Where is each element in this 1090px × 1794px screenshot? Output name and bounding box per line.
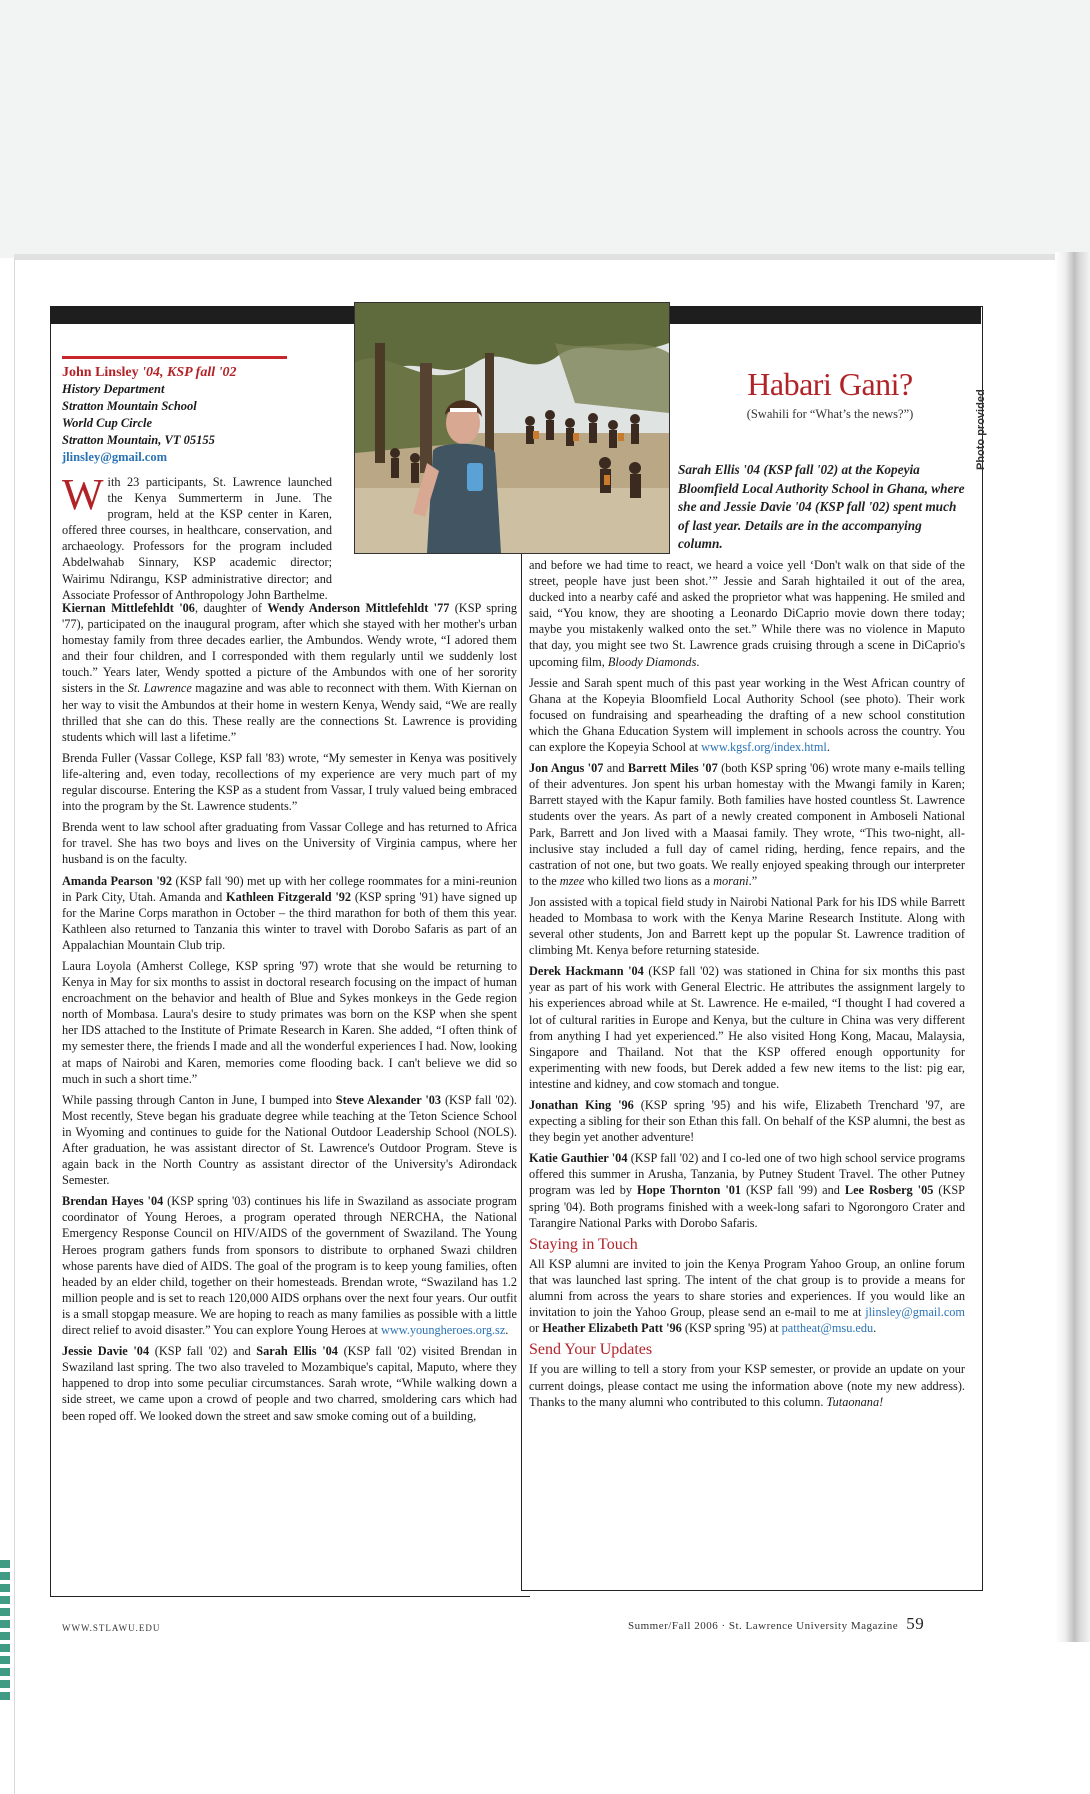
- text: .: [826, 740, 830, 755]
- intro-text: ith 23 participants, St. Lawrence launched the Kenya Summerterm in June. The program, held at the KSP center in Karen, offered three courses, in healthcare, conservation, and archaeology. Professors for the program included Abdelwahab Sinnary, KSP academic director; Wairimu Ndirangu, KSP administrative director; and Associate Professor of Anthropology John Barthelme.: [62, 475, 332, 602]
- text: .: [505, 1323, 509, 1338]
- contact-school: Stratton Mountain School: [62, 399, 197, 413]
- page-binding-edge: [1055, 252, 1090, 1642]
- name-sarah: Sarah Ellis '04: [256, 1344, 338, 1359]
- story-kiernan: [62, 600, 517, 745]
- contact-block: [62, 364, 322, 466]
- text: All KSP alumni are invited to join the Kenya Program Yahoo Group, an online forum that was launched last spring. The intent of the chat group is to provide a means for alumni from across the years to share stories and experiences. If you would like an invitation to join the Yahoo Group, please send an e-mail to me at: [529, 1256, 965, 1320]
- intro-block: [62, 470, 332, 603]
- text: (KSP spring '95) at: [681, 1321, 782, 1336]
- story-brenda-2: Brenda went to law school after graduating from Vassar College and has returned to Africa for travel. She has two boys and lives on the University of Virginia campus, where her husband is on the faculty.: [62, 820, 517, 867]
- name-barrett: Barrett Miles '07: [627, 761, 718, 776]
- story-amanda: [62, 873, 517, 953]
- scan-background: [0, 0, 1090, 258]
- page-edge-shadow: [14, 254, 1056, 260]
- text: (KSP spring '03) continues his life in Swaziland as associate program coordinator of Young Heroes, a program operated through NERCHA, the National Emergency Response Council on HIV/AIDS of the government of Swaziland. The Young Heroes program gathers funds from sponsors to distribute to orphaned Swazi children whose parents have died of AIDS. The goal of the program is to keep young families, often headed by an elder child, together on their homesteads. Brendan wrote, “Swaziland has 1.2 million people and is set to reach 120,000 AIDS orphans over the next four years. Our outfit is a small stopgap measure. We are hoping to reach as many families as possible with a little direct relief to avoid disaster.” You can explore Young Heroes at: [62, 1194, 517, 1338]
- left-column: [62, 600, 517, 1429]
- text: (KSP fall '90) met up with her college roommates for a mini-reunion in Park City, Utah. Amanda and: [62, 873, 517, 904]
- photo-caption: Sarah Ellis '04 (KSP fall '02) at the Kopeyia Bloomfield Local Authority School in Ghana, where she and Jessie Davie '04 (KSP fall '02) spent much of last year. Details are in the accompanying column.: [678, 462, 965, 552]
- staying-in-touch-text: [529, 1256, 965, 1336]
- story-katie: [529, 1150, 965, 1230]
- text: (KSP spring '04). Both programs finished with a week-long safari to Ngorongoro Crater and Tarangire National Parks with Dorobo Safaris.: [529, 1183, 966, 1230]
- text: While passing through Canton in June, I bumped into: [62, 1092, 336, 1107]
- text: and: [603, 761, 628, 776]
- story-jon-barrett: [529, 760, 965, 889]
- story-brendan: [62, 1193, 517, 1338]
- contact-name: John Linsley: [62, 365, 139, 380]
- text: (KSP fall '99) and: [741, 1183, 845, 1198]
- contact-email[interactable]: jlinsley@gmail.com: [62, 450, 168, 464]
- text: (KSP spring '91) have signed up for the Marine Corps marathon in October – the third marathon for both of them this year. Kathleen also returned to Tanzania this winter to travel with Dorobo Safaris as part of an Appalachian Mountain Club trip.: [62, 889, 517, 952]
- text: .”: [748, 873, 758, 888]
- story-maputo: [529, 557, 965, 670]
- column-headline: [680, 366, 980, 422]
- text: .: [696, 654, 700, 669]
- contact-department: History Department: [62, 382, 165, 396]
- send-updates-text: [529, 1361, 965, 1409]
- sign-off: Tutaonana!: [826, 1394, 884, 1409]
- patt-email-link[interactable]: pattheat@msu.edu: [781, 1321, 874, 1336]
- headline-subtitle: (Swahili for “What’s the news?”): [746, 407, 914, 421]
- text: (KSP spring '95) and his wife, Elizabeth Trenchard '97, are expecting a sibling for their son Ethan this fall. On behalf of the KSP alumni, the best as they begin yet another adventure!: [529, 1098, 965, 1145]
- story-jonathan: [529, 1097, 965, 1145]
- contact-rule: [62, 356, 287, 359]
- text: (both KSP spring '06) wrote many e-mails telling of their adventures. Jon spent his urban homestay with the Mwangi family in Karen; Barrett stayed with the Kapur family. Both families have hosted countless St. Lawrence students over the years. As part of a newly created component in Amboseli National Park, Barrett and Jon lived with a Maasai family. They wrote, “This two-night, all-inclusive stay included a full day of camel riding, herding, fence repairs, and the castration of not one, but two goats. We really enjoyed speaking through our interpreter to the: [529, 761, 966, 888]
- name-heather: Heather Elizabeth Patt '96: [542, 1321, 682, 1336]
- story-jon-ids: Jon assisted with a topical field study in Nairobi National Park for his IDS while Barrett headed to Mombasa to work with the Kenya Marine Research Institute. Along with several other students, Jon and Barrett kept up the popular St. Lawrence tradition of climbing Mt. Kenya before returning stateside.: [529, 894, 965, 958]
- text: (KSP spring '77), participated on the inaugural program, after which she stayed with her mother's urban homestay family from three decades earlier, the Ambundos. Wendy wrote, “I adored them and their four children, and I corresponded with them regularly until we suddenly lost touch.” Years later, Wendy spotted a picture of the Ambundos with one of her sorority sisters in the: [62, 601, 517, 696]
- footer-issue-text: Summer/Fall 2006 · St. Lawrence University Magazine: [628, 1620, 899, 1632]
- story-ghana: [529, 675, 965, 755]
- text: .: [873, 1321, 877, 1336]
- text: or: [529, 1321, 543, 1336]
- top-bar-right: [668, 306, 981, 324]
- text: If you are willing to tell a story from your KSP semester, or provide an update on your current doings, please contact me using the information above (note my new address). Thanks to the many alumni who contributed to this column.: [529, 1362, 965, 1409]
- magazine-title: St. Lawrence: [127, 681, 192, 696]
- scan-edge-marks: [0, 1560, 10, 1700]
- name-lee: Lee Rosberg '05: [844, 1183, 934, 1198]
- school-photo: [354, 302, 670, 554]
- text: Jessie and Sarah spent much of this past year working in the West African country of Ghana at the Kopeyia Bloomfield Local Authority School (see photo). Their work focused on fundraising and spearheading the drafting of a new school constitution which the Ghana Education System will implement in schools across the country. You can explore the Kopeyia School at: [529, 675, 965, 755]
- photo-credit: Photo provided: [975, 389, 987, 470]
- text: and before we had time to react, we heard a voice yell ‘Don't walk on that side of the street, people have just been shot.’” Jessie and Sarah hightailed it out of the area, ducked into a nearby café and asked the proprietor what was happening. He smiled and said, “You know, they are shooting a Leonardo DiCaprio movie down there today; maybe you mistakenly walked onto the set.” While there was no violence in Maputo that day, you might see two St. Lawrence grads cruising through a scene in DiCaprio's upcoming film,: [529, 558, 965, 669]
- text: , daughter of: [194, 601, 268, 615]
- swahili-word: mzee: [559, 873, 585, 888]
- name-kathleen: Kathleen Fitzgerald '92: [226, 889, 352, 904]
- story-jessie-sarah: [62, 1343, 517, 1423]
- name-steve: Steve Alexander '03: [335, 1092, 442, 1107]
- name-amanda: Amanda Pearson '92: [62, 873, 173, 888]
- swahili-word: morani: [713, 873, 749, 888]
- kgsf-link[interactable]: www.kgsf.org/index.html: [701, 740, 827, 755]
- text: (KSP fall '02). Most recently, Steve began his graduate degree while teaching at the Teton Science School in Wyoming and continues to guide for the National Outdoor Leadership School (NOLS). After graduation, he was assistant director of St. Lawrence's Outdoor Program. Steve is again back in the North Country as assistant director of the University's Adirondack Semester.: [62, 1092, 517, 1188]
- contact-street: World Cup Circle: [62, 416, 153, 430]
- contact-class: '04, KSP fall '02: [142, 365, 237, 380]
- text: (KSP fall '02) and I co-led one of two high school service programs offered this summer in Arusha, Tanzania, by Putney Student Travel. The other Putney program was led by: [529, 1151, 965, 1198]
- name-jon: Jon Angus '07: [529, 761, 604, 776]
- send-updates-heading: Send Your Updates: [529, 1341, 653, 1359]
- page-number: 59: [906, 1614, 925, 1633]
- contact-name-line: [62, 364, 322, 381]
- story-brenda: Brenda Fuller (Vassar College, KSP fall '83) wrote, “My semester in Kenya was positively life-altering and, even today, recollections of my experience are very much part of my regular discourse. Entering the KSP as a student from Vassar, I truly valued being embraced into the program by the St. Lawrence students.”: [62, 750, 517, 814]
- young-heroes-link[interactable]: www.youngheroes.org.sz: [380, 1323, 506, 1338]
- name-wendy: Wendy Anderson Mittlefehldt '77: [267, 601, 450, 615]
- name-katie: Katie Gauthier '04: [529, 1151, 628, 1166]
- right-column: [529, 557, 965, 1415]
- top-bar-left: [50, 306, 354, 324]
- headline-title: Habari Gani?: [747, 366, 913, 402]
- footer-website: WWW.STLAWU.EDU: [62, 1623, 161, 1633]
- photo-illustration: [355, 303, 669, 553]
- name-jessie: Jessie Davie '04: [62, 1344, 150, 1359]
- text: who killed two lions as a: [584, 873, 714, 888]
- name-brendan: Brendan Hayes '04: [62, 1194, 164, 1209]
- contact-city: Stratton Mountain, VT 05155: [62, 433, 215, 447]
- name-hope: Hope Thornton '01: [637, 1183, 742, 1198]
- name-kiernan: Kiernan Mittlefehldt '06: [62, 601, 195, 615]
- text: (KSP fall '02) and: [149, 1344, 257, 1359]
- story-derek: [529, 963, 965, 1092]
- text: magazine and was able to reconnect with them. With Kiernan on her way to visit the Ambundos at their home in western Kenya, Wendy said, “We are really thrilled that she can do this. These really are the connections St. Lawrence is providing students which will last a lifetime.”: [62, 681, 517, 744]
- story-steve: [62, 1092, 517, 1189]
- linsley-email-link[interactable]: jlinsley@gmail.com: [865, 1305, 965, 1320]
- film-title: Bloody Diamonds: [607, 654, 697, 669]
- text: (KSP fall '02) was stationed in China for six months this past year as part of his work with General Electric. He attributes the assignment largely to his experiences abroad while at St. Lawrence. He e-mailed, “I thought I had covered a lot of cultural rarities in Europe and Kenya, but the culture in China was very different from anything I had yet experienced.” He also visited Hong Kong, Macau, Malaysia, Singapore and Thailand. Not that the KSP offered enough opportunity for experimenting with new foods, but Derek added a few new items to the list: pig ear, intestine and kidney, and cow stomach and tongue.: [529, 964, 965, 1091]
- staying-in-touch-heading: Staying in Touch: [529, 1235, 638, 1253]
- name-jonathan: Jonathan King '96: [529, 1098, 634, 1112]
- story-laura: Laura Loyola (Amherst College, KSP spring '97) wrote that she would be returning to Kenya in May for six months to assist in doctoral research focusing on the impact of human encroachment on the behavior and health of Blue and Sykes monkeys in the Gede region north of Mombasa. Laura's desire to study primates was born on the KSP when she spent her IDS attached to the Institute of Primate Research in Karen. She added, “I often think of my semester there, the friends I made and all the wonderful experiences I had. Now, looking at maps of Nairobi and Karen, memories come flooding back. I can't believe we did so much in such a short time.”: [62, 958, 517, 1086]
- footer-issue: [628, 1614, 924, 1634]
- name-derek: Derek Hackmann '04: [529, 964, 644, 979]
- text: (KSP fall '02) visited Brendan in Swaziland last spring. The two also traveled to Mozambique's capital, Maputo, where they happened to drop into some peculiar circumstances. Sarah wrote, “While walking down a side street, we came upon a crowd of people and two charred, smoldering cars which had been roped off. We looked down the street and saw smoke coming out of a building,: [62, 1344, 517, 1423]
- intro-dropcap: W: [62, 470, 104, 519]
